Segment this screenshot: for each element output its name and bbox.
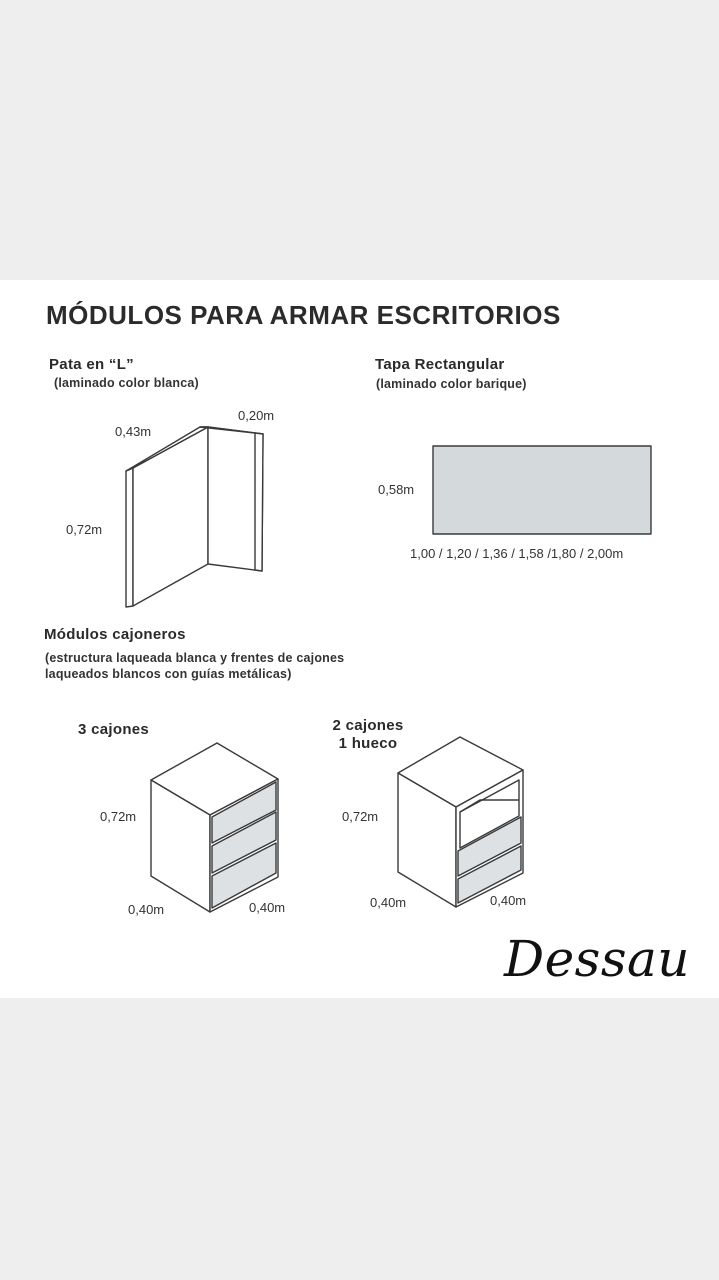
table-top-heading: Tapa Rectangular: [375, 356, 505, 373]
l-leg-depth-label: 0,43m: [115, 424, 152, 439]
table-top-drawing: [433, 446, 651, 534]
l-leg-drawing: [126, 427, 263, 607]
two-drawer-unit-drawing: [398, 737, 523, 907]
l-leg-side-panel: [133, 427, 208, 606]
three-drawer-depth-label: 0,40m: [128, 902, 165, 917]
brand-logo: Dessau: [503, 930, 690, 988]
l-leg-height-label: 0,72m: [66, 522, 103, 537]
l-leg-heading: Pata en “L”: [49, 356, 134, 373]
page-title: MÓDULOS PARA ARMAR ESCRITORIOS: [46, 300, 561, 330]
two-drawer-label-2: 1 hueco: [338, 735, 398, 752]
two-drawer-width-label: 0,40m: [490, 893, 527, 908]
drawer-modules-note-1: (estructura laqueada blanca y frentes de cajones: [45, 651, 345, 665]
l-leg-back-edge: [255, 433, 263, 571]
drawer-modules-note-2: laqueados blancos con guías metálicas): [45, 667, 292, 681]
three-drawer-unit-drawing: [151, 743, 278, 912]
two-drawer-height-label: 0,72m: [342, 809, 379, 824]
l-leg-front-edge: [126, 468, 133, 607]
l-leg-note: (laminado color blanca): [54, 376, 199, 390]
three-drawer-height-label: 0,72m: [100, 809, 137, 824]
catalog-sheet: [0, 280, 719, 998]
drawer-modules-heading: Módulos cajoneros: [44, 626, 186, 643]
two-drawer-label-1: 2 cajones: [332, 717, 404, 734]
two-drawer-depth-label: 0,40m: [370, 895, 407, 910]
table-top-note: (laminado color barique): [376, 377, 527, 391]
three-drawer-label: 3 cajones: [78, 721, 150, 738]
three-drawer-width-label: 0,40m: [249, 900, 286, 915]
l-leg-thickness-label: 0,20m: [238, 408, 275, 423]
table-top-widths-label: 1,00 / 1,20 / 1,36 / 1,58 /1,80 / 2,00m: [410, 546, 624, 561]
table-top-depth-label: 0,58m: [378, 482, 415, 497]
